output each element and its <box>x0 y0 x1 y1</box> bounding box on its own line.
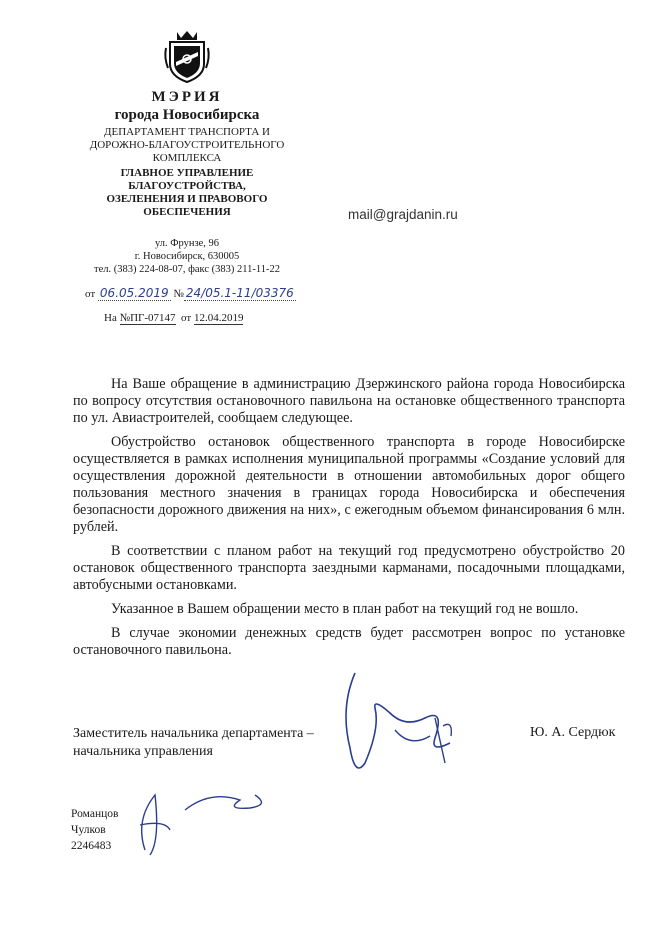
reference-date: 12.04.2019 <box>193 312 244 324</box>
org-name: МЭРИЯ <box>151 89 223 105</box>
paragraph: В соответствии с планом работ на текущий год предусмотрено обустройство 20 остановок общественного транспорта заездными карманами, посадочными площадками, автобусными остановками. <box>73 543 625 593</box>
paragraph: Обустройство остановок общественного транспорта в городе Новосибирске осуществляется в рамках исполнения муниципальной программы «Создание условий для осуществления дорожной деятельности в отношении автомобильных дорог общего пользования местного значения в границах города Новосибирска и обеспечения безопасности дорожного движения на них», с ежегодным объемом финансирования 6 млн. рублей. <box>73 434 625 535</box>
executor-name: Чулков <box>71 824 106 836</box>
recipient-email: mail@grajdanin.ru <box>348 207 458 222</box>
paragraph: В случае экономии денежных средств будет рассмотрен вопрос по установке остановочного павильона. <box>73 625 625 658</box>
executor-contacts <box>71 806 118 854</box>
handwritten-signature <box>335 668 465 788</box>
reference-line: На №ПГ-07147 от 12.04.2019 <box>104 312 244 324</box>
signatory-name: Ю. А. Сердюк <box>530 725 616 740</box>
executor-name: Романцов <box>71 808 119 820</box>
city-name: города Новосибирска <box>114 107 260 123</box>
paragraph: Указанное в Вашем обращении место в план работ на текущий год не вошло. <box>111 601 579 617</box>
department-name: ДЕПАРТАМЕНТ ТРАНСПОРТА И ДОРОЖНО-БЛАГОУСТРОИТЕЛЬНОГО КОМПЛЕКСА <box>89 126 285 164</box>
paragraph: На Ваше обращение в администрацию Дзержинского района города Новосибирска по вопросу отсутствия остановочного павильона на остановке общественного транспорта по ул. Авиастроителей, сообщаем следующее. <box>73 376 625 426</box>
registration-date: 06.05.2019 <box>99 286 169 300</box>
registration-line: от 06.05.2019 № 24/05.1-11/03376 <box>85 286 294 300</box>
coat-of-arms-icon <box>162 28 212 84</box>
executor-phone: 2246483 <box>71 840 112 852</box>
address-block: ул. Фрунзе, 96 г. Новосибирск, 630005 тел. (383) 224-08-07, факс (383) 211-11-22 <box>93 238 281 275</box>
sub-department-name: ГЛАВНОЕ УПРАВЛЕНИЕ БЛАГОУСТРОЙСТВА, ОЗЕЛЕНЕНИЯ И ПРАВОВОГО ОБЕСПЕЧЕНИЯ <box>106 167 268 218</box>
letter-body <box>73 376 625 666</box>
signatory-position: Заместитель начальника департамента – начальника управления <box>73 726 314 759</box>
registration-number: 24/05.1-11/03376 <box>185 286 294 300</box>
reference-number: №ПГ-07147 <box>119 312 176 324</box>
letterhead <box>62 28 312 276</box>
visa-signature <box>130 780 280 860</box>
